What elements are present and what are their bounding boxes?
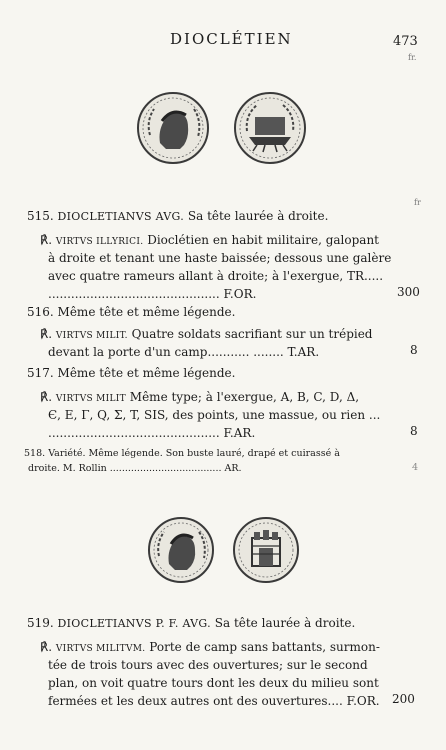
entry-obverse: Sa tête laurée à droite. bbox=[187, 209, 329, 223]
entry-number: 518. bbox=[24, 448, 46, 459]
entry-517-reverse-line bbox=[40, 388, 359, 408]
entry-text: Variété. Même légende. Son buste lauré, drapé et cuirassé à bbox=[48, 448, 340, 459]
entry-517-reverse-line: Є, E, Γ, Q, Σ, T, SIS, des points, une massue, ou rien ... bbox=[48, 408, 381, 422]
reverse-text: Porte de camp sans battants, surmon- bbox=[149, 640, 380, 654]
entry-517-reverse-line: ............................................. F.AR. bbox=[48, 426, 256, 440]
entry-517-obverse bbox=[27, 364, 235, 382]
reverse-symbol: ℟. bbox=[40, 390, 53, 404]
entry-519-obverse bbox=[27, 614, 355, 633]
entry-legend: DIOCLETIANVS P. F. AVG. bbox=[57, 617, 211, 630]
entry-517-price: 8 bbox=[410, 424, 418, 438]
reverse-text: Dioclétien en habit militaire, galopant bbox=[147, 233, 379, 247]
page-number: 473 bbox=[393, 34, 418, 49]
reverse-label: VIRTVS MILIT. bbox=[55, 331, 128, 341]
coin-obverse-illustration bbox=[136, 91, 210, 165]
entry-number: 515. bbox=[27, 209, 54, 223]
entry-515-reverse-line: ............................................. F.OR. bbox=[48, 287, 257, 301]
entry-519-price: 200 bbox=[392, 692, 415, 706]
entry-number: 519. bbox=[27, 616, 54, 630]
reverse-label: VIRTVS MILIT bbox=[55, 394, 126, 404]
entry-515-reverse-line: à droite et tenant une haste baissée; dessous une galère bbox=[48, 251, 392, 265]
coin-reverse-illustration bbox=[232, 516, 300, 584]
entry-518-price: 4 bbox=[412, 462, 419, 473]
entry-obverse: Même tête et même légende. bbox=[57, 305, 236, 319]
entry-518-line: droite. M. Rollin ..................................... AR. bbox=[28, 463, 242, 474]
coin-obverse-illustration bbox=[147, 516, 215, 584]
entry-515-reverse-line bbox=[40, 231, 379, 251]
entry-515-price: 300 bbox=[397, 285, 420, 299]
page-number-sub: fr. bbox=[408, 53, 417, 62]
reverse-label: VIRTVS ILLYRICI. bbox=[55, 237, 144, 247]
entry-519-reverse-line: fermées et les deux autres ont des ouvertures.... F.OR. bbox=[48, 694, 380, 708]
entry-516-obverse bbox=[27, 303, 235, 321]
page-title: DIOCLÉTIEN bbox=[170, 30, 293, 48]
entry-516-reverse-line: devant la porte d'un camp........... ........ T.AR. bbox=[48, 345, 320, 359]
entry-legend: DIOCLETIANVS AVG. bbox=[57, 210, 185, 223]
reverse-symbol: ℟. bbox=[40, 327, 53, 341]
reverse-label: VIRTVS MILITVM. bbox=[55, 644, 146, 654]
entry-obverse: Même tête et même légende. bbox=[57, 366, 236, 380]
reverse-symbol: ℟. bbox=[40, 640, 53, 654]
entry-516-price: 8 bbox=[410, 343, 418, 357]
entry-519-reverse-line: tée de trois tours avec des ouvertures; sur le second bbox=[48, 658, 368, 672]
entry-number: 517. bbox=[27, 366, 54, 380]
entry-515-obverse bbox=[27, 207, 328, 226]
entry-519-reverse-line bbox=[40, 638, 380, 658]
reverse-text: Quatre soldats sacrifiant sur un trépied bbox=[131, 327, 373, 341]
margin-mark: fr bbox=[414, 198, 421, 207]
entry-516-reverse-line bbox=[40, 325, 373, 345]
entry-number: 516. bbox=[27, 305, 54, 319]
reverse-symbol: ℟. bbox=[40, 233, 53, 247]
reverse-text: Même type; à l'exergue, A, B, C, D, Δ, bbox=[129, 390, 360, 404]
entry-518-line bbox=[24, 447, 340, 461]
entry-515-reverse-line: avec quatre rameurs allant à droite; à l'exergue, TR..... bbox=[48, 269, 384, 283]
entry-519-reverse-line: plan, on voit quatre tours dont les deux du milieu sont bbox=[48, 676, 379, 690]
entry-obverse: Sa tête laurée à droite. bbox=[214, 616, 356, 630]
coin-reverse-illustration bbox=[233, 91, 307, 165]
